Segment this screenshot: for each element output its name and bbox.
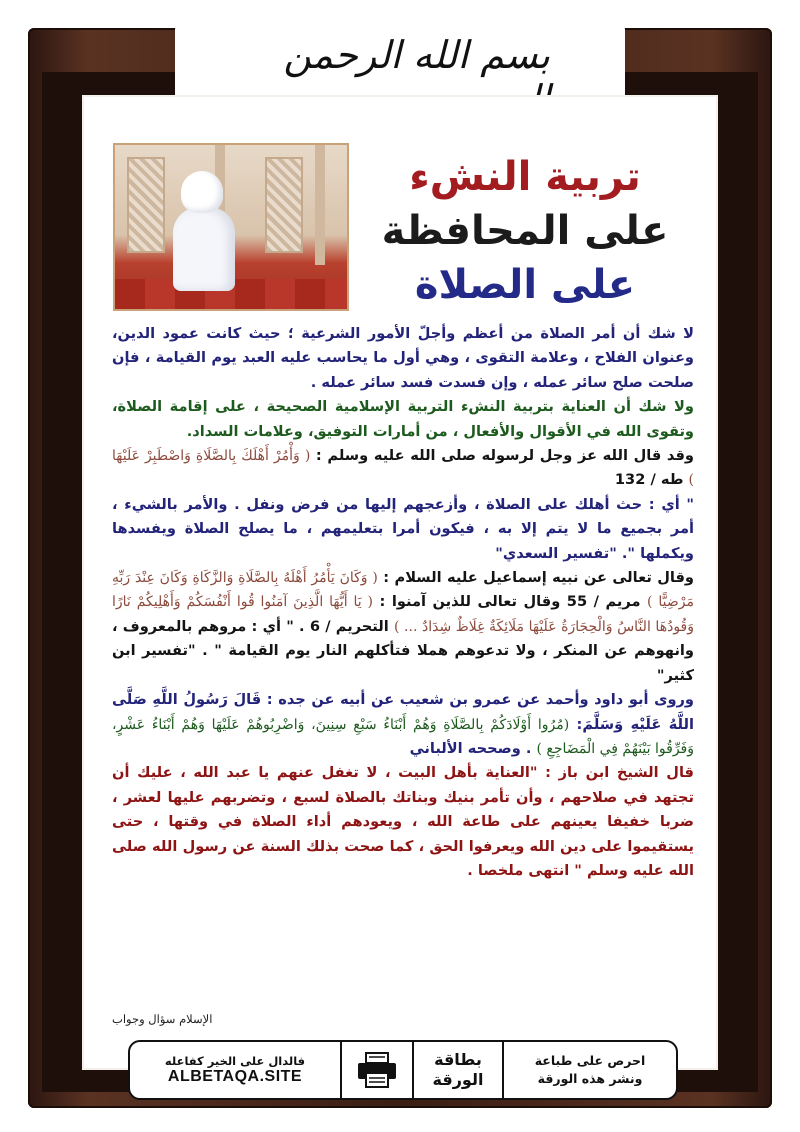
paragraph-7: قال الشيخ ابن باز : "العناية بأهل البيت ، لا تغفل عنهم يا عبد الله ، عليك أن تجتهد في صلاحهم ، وأن تأمر بنيك وبناتك بالصلاة لسبع ، وتضربهم عليها لعشر ، ضربا خفيفا يعينهم على طاعة الله ، ويعودهم أداء الصلاة في وقتها ، حتى يستقيموا على دين الله ويعرفوا الحق ، كما صحت بذلك السنة عن رسول الله صلى الله عليه وسلم " انتهى ملخصا . (112, 764, 694, 879)
albetaqa-logo (414, 1042, 504, 1098)
paragraph-5-intro: وقال تعالى عن نبيه إسماعيل عليه السلام : (377, 569, 695, 587)
quran-verse-taha: ( وَأْمُرْ أَهْلَكَ بِالصَّلَاةِ وَاصْطَبِرْ عَلَيْهَا ) (112, 448, 694, 489)
paragraph-4: " أي : حث أهلك على الصلاة ، وأزعجهم إليها من فرض ونفل . والأمر بالشيء ، أمر بجميع ما لا يتم إلا به ، فيكون أمرا بتعليمهم ، ما يصلح الصلاة ويفسدها ويكملها ". "تفسير السعدي" (112, 495, 694, 562)
logo-line-1: بطاقة (434, 1050, 482, 1069)
paragraph-5-mid: مريم / 55 وقال تعالى للذين آمنوا : (373, 593, 648, 611)
logo-line-2: الورقة (432, 1070, 484, 1089)
paragraph-3-intro: وقد قال الله عز وجل لرسوله صلى الله عليه وسلم : (310, 447, 694, 465)
printer-icon (342, 1042, 414, 1098)
source-note: الإسلام سؤال وجواب (112, 1012, 213, 1026)
paragraph-3 (112, 444, 694, 493)
article-body (112, 322, 694, 883)
paragraph-6 (112, 688, 694, 761)
child-cap (181, 171, 223, 213)
footer-box (128, 1040, 678, 1100)
window-left (127, 157, 165, 253)
column (315, 145, 325, 265)
footer-right (504, 1042, 676, 1098)
child-body (173, 207, 235, 291)
title-line-1: تربية النشء (409, 154, 641, 200)
footer-call-2: ونشر هذه الورقة (537, 1071, 643, 1086)
title-line-3: على الصلاة (414, 262, 636, 308)
quran-verse-maryam: ( وَكَانَ يَأْمُرُ أَهْلَهُ بِالصَّلَاةِ وَالزَّكَاةِ وَكَانَ عِنْدَ رَبِّهِ مَرْضِيًّا ) (112, 570, 694, 611)
paragraph-1: لا شك أن أمر الصلاة من أعظم وأجلّ الأمور الشرعية ؛ حيث كانت عمود الدين، وعنوان الفلاح ، وعلامة التقوى ، وهي أول ما يحاسب عليه العبد يوم القيامة ، فإن صلحت صلح سائر عمله ، وإن فسدت فسد سائر عمله . (112, 325, 694, 391)
window-right (265, 157, 303, 253)
footer-site-link[interactable]: ALBETAQA.SITE (167, 1068, 303, 1085)
praying-child-photo (113, 143, 349, 311)
page-title (360, 150, 690, 312)
paragraph-6-intro: وروى أبو داود وأحمد عن عمرو بن شعيب عن أبيه عن جده : قَالَ رَسُولُ اللَّهِ صَلَّى اللَّهُ عَلَيْهِ وَسَلَّمَ: (112, 691, 694, 733)
footer-left (130, 1042, 342, 1098)
footer-call-1: احرص على طباعة (534, 1053, 646, 1068)
quran-verse-tahrim: ( يَا أَيُّهَا الَّذِينَ آمَنُوا قُوا أَنْفُسَكُمْ وَأَهْلِيكُمْ نَارًا وَقُودُهَا النَّاسُ وَالْحِجَارَةُ عَلَيْهَا مَلَائِكَةٌ غِلَاظٌ شِدَادٌ ... ) (112, 594, 694, 635)
paragraph-6-end: . وصححه الألباني (409, 739, 537, 757)
paragraph-2: ولا شك أن العناية بتربية النشء التربية الإسلامية الصحيحة ، على إقامة الصلاة، وتقوى الله في الأقوال والأفعال ، من أمارات التوفيق، وعلامات السداد. (112, 398, 694, 440)
verse-reference: طه / 132 (614, 471, 689, 489)
basmala-calligraphy: بسم الله الرحمن (283, 33, 550, 77)
paragraph-5-end: التحريم / 6 . " أي : مروهم بالمعروف ، وانهوهم عن المنكر ، ولا تدعوهم هملا فتأكلهم النار يوم القيامة " . "تفسير ابن كثير" (112, 617, 694, 684)
title-line-2: على المحافظة (381, 208, 669, 254)
footer-motto: فالدال على الخير كفاعله (164, 1054, 306, 1068)
paragraph-5 (112, 566, 694, 688)
hadith-text: (مُرُوا أَوْلَادَكُمْ بِالصَّلَاةِ وَهُمْ أَبْنَاءُ سَبْعِ سِنِينَ، وَاضْرِبُوهُمْ عَلَيْهَا وَهُمْ أَبْنَاءُ عَشْرٍ، وَفَرِّقُوا بَيْنَهُمْ فِي الْمَضَاجِعِ ) (112, 716, 694, 757)
